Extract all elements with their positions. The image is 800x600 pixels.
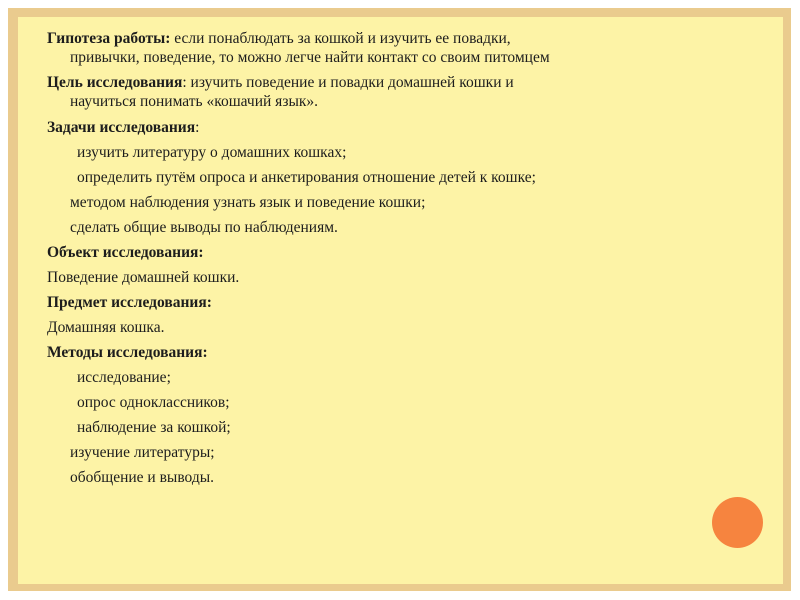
method-item-5: обобщение и выводы. — [70, 469, 215, 486]
bullet-icon — [47, 394, 57, 412]
accent-circle — [712, 497, 763, 548]
task-item-3: методом наблюдения узнать язык и поведение кошки; — [70, 194, 426, 211]
goal-line-2 — [70, 93, 318, 111]
object-text: Поведение домашней кошки. — [47, 269, 240, 286]
tasks-label: Задачи исследования — [47, 119, 196, 136]
hypothesis-text-1: если понаблюдать за кошкой и изучить ее повадки, — [170, 30, 511, 47]
bullet-icon — [47, 444, 57, 462]
hypothesis-line-2 — [70, 49, 550, 67]
hypothesis-line-1 — [47, 30, 511, 48]
task-item-1: изучить литературу о домашних кошках; — [77, 144, 347, 161]
task-item-2: определить путём опроса и анкетирования отношение детей к кошке; — [77, 169, 536, 186]
bullet-icon — [47, 369, 57, 387]
bullet-icon — [47, 469, 57, 487]
task-item-4: сделать общие выводы по наблюдениям. — [70, 219, 338, 236]
method-item-2: опрос одноклассников; — [77, 394, 230, 411]
method-item-3: наблюдение за кошкой; — [77, 419, 231, 436]
hypothesis-label: Гипотеза работы: — [47, 30, 171, 47]
tasks-heading — [47, 119, 199, 137]
tasks-colon: : — [195, 119, 200, 136]
bullet-icon — [47, 194, 57, 212]
method-item-4: изучение литературы; — [70, 444, 215, 461]
goal-line-1 — [47, 74, 514, 92]
methods-label: Методы исследования: — [47, 344, 208, 361]
subject-label: Предмет исследования: — [47, 294, 212, 311]
bullet-icon — [47, 144, 57, 162]
goal-text-1: : изучить поведение и повадки домашней кошки и — [182, 74, 514, 91]
method-item-1: исследование; — [77, 369, 171, 386]
hypothesis-text-2: привычки, поведение, то можно легче найти контакт со своим питомцем — [70, 49, 550, 66]
object-label: Объект исследования: — [47, 244, 204, 261]
bullet-icon — [47, 419, 57, 437]
subject-text: Домашняя кошка. — [47, 319, 165, 336]
goal-label: Цель исследования — [47, 74, 183, 91]
bullet-icon — [47, 169, 57, 187]
goal-text-2: научиться понимать «кошачий язык». — [70, 93, 319, 110]
bullet-icon — [47, 219, 57, 237]
